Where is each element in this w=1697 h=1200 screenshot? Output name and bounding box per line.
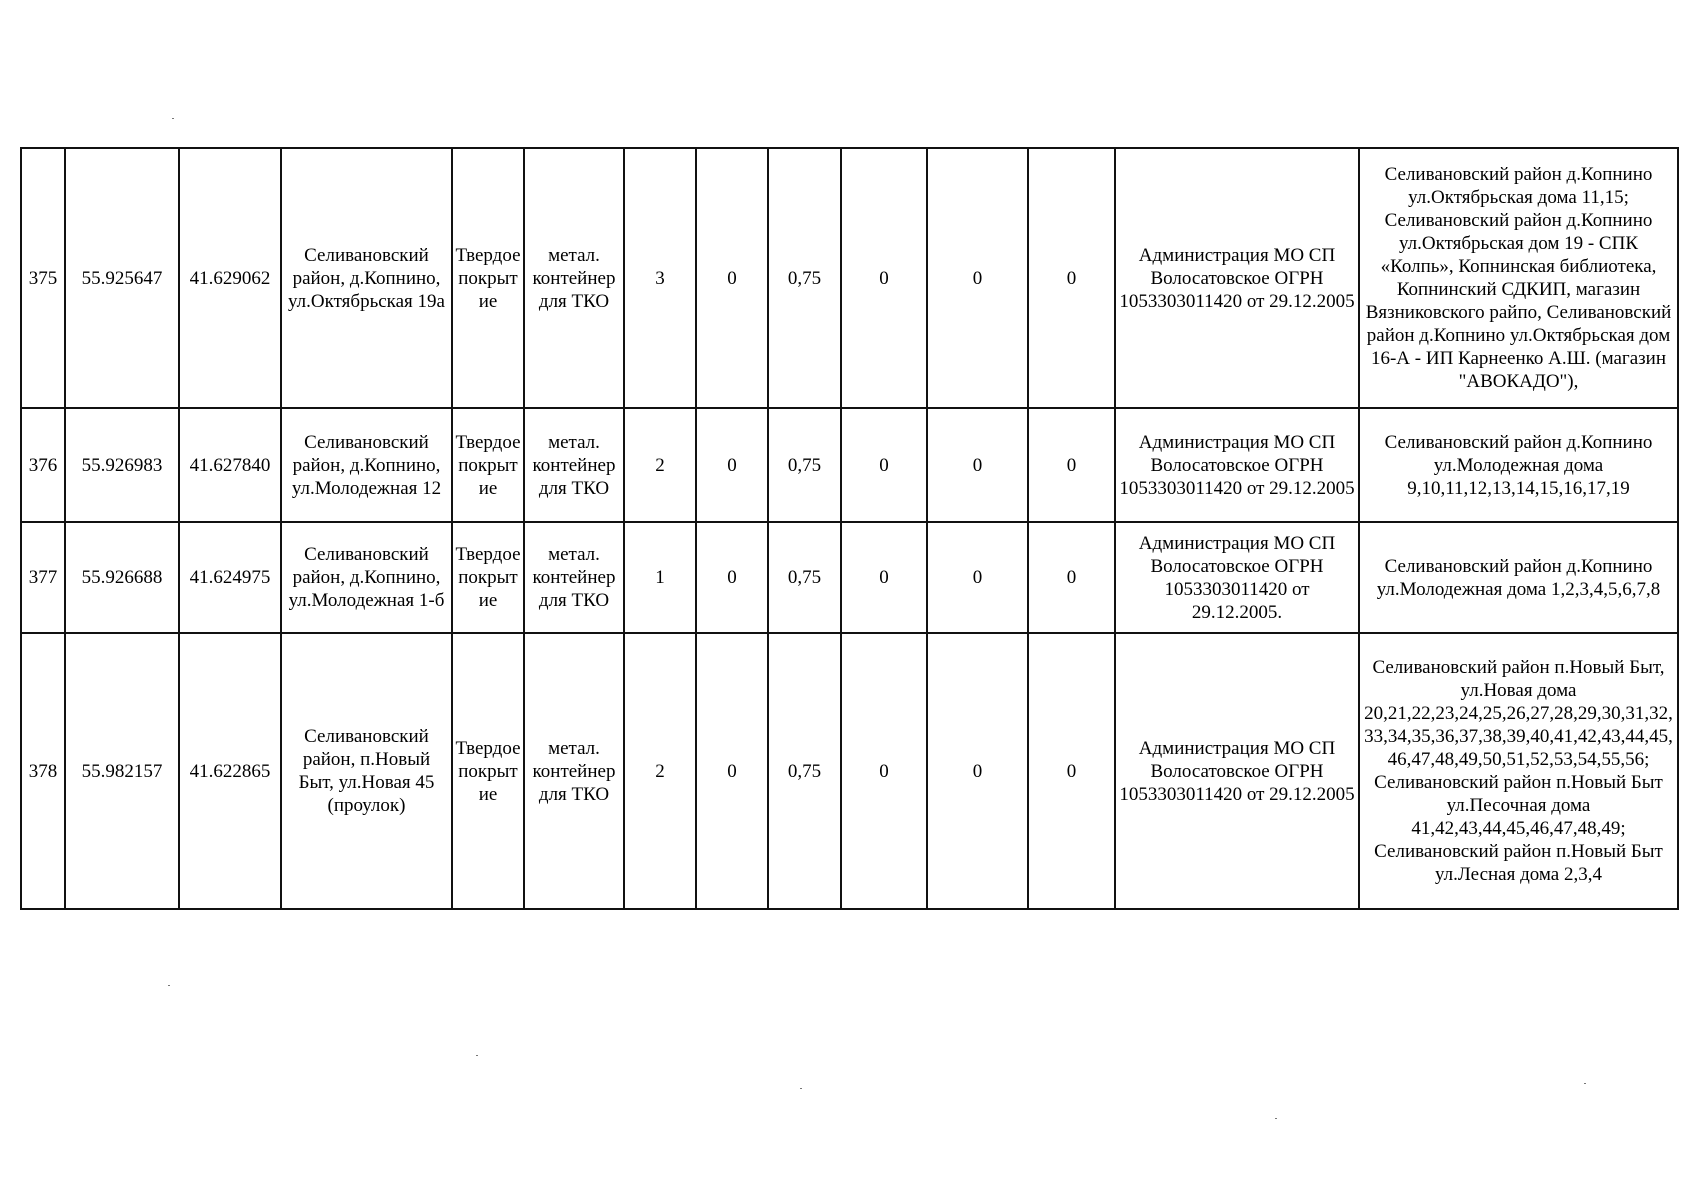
- coverage-cell: Твердое покрытие: [452, 633, 524, 909]
- scan-speck: [1275, 1118, 1277, 1119]
- served-objects-cell: Селивановский район д.Копнино ул.Молодежная дома 1,2,3,4,5,6,7,8: [1359, 522, 1678, 633]
- served-objects-cell: Селивановский район д.Копнино ул.Октябрьская дома 11,15; Селивановский район д.Копнино ул.Октябрьская дом 19 - СПК «Колпь», Копнинская библиотека, Копнинский СДКИП, магазин Вязниковского райпо, Селивановский район д.Копнино ул.Октябрьская дом 16-А - ИП Карнеенко А.Ш. (магазин "АВОКАДО"),: [1359, 148, 1678, 408]
- scan-speck: [800, 1088, 802, 1089]
- value-cell: 0: [1028, 408, 1115, 522]
- value-cell: 0: [927, 522, 1028, 633]
- value-cell: 0: [696, 148, 768, 408]
- value-cell: 0: [841, 522, 927, 633]
- value-cell: 0: [696, 408, 768, 522]
- address-cell: Селивановский район, д.Копнино, ул.Молодежная 12: [281, 408, 452, 522]
- table-row: [21, 633, 1678, 909]
- longitude-cell: 41.627840: [179, 408, 281, 522]
- container-type-cell: метал. контейнер для ТКО: [524, 148, 624, 408]
- waste-sites-table: [20, 147, 1679, 910]
- value-cell: 0: [927, 408, 1028, 522]
- row-number-cell: 375: [21, 148, 65, 408]
- coverage-cell: Твердое покрытие: [452, 522, 524, 633]
- owner-cell: Администрация МО СП Волосатовское ОГРН 1053303011420 от 29.12.2005: [1115, 633, 1359, 909]
- table-body: [21, 148, 1678, 909]
- address-cell: Селивановский район, п.Новый Быт, ул.Новая 45 (проулок): [281, 633, 452, 909]
- owner-cell: Администрация МО СП Волосатовское ОГРН 1053303011420 от 29.12.2005.: [1115, 522, 1359, 633]
- address-cell: Селивановский район, д.Копнино, ул.Молодежная 1-б: [281, 522, 452, 633]
- volume-cell: 0,75: [768, 148, 841, 408]
- served-objects-cell: Селивановский район п.Новый Быт, ул.Новая дома 20,21,22,23,24,25,26,27,28,29,30,31,32,33,34,35,36,37,38,39,40,41,42,43,44,45,46,47,48,49,50,51,52,53,54,55,56; Селивановский район п.Новый Быт ул.Песочная дома 41,42,43,44,45,46,47,48,49; Селивановский район п.Новый Быт ул.Лесная дома 2,3,4: [1359, 633, 1678, 909]
- registry-sheet: [20, 147, 1677, 910]
- container-type-cell: метал. контейнер для ТКО: [524, 522, 624, 633]
- value-cell: 0: [1028, 148, 1115, 408]
- row-number-cell: 378: [21, 633, 65, 909]
- value-cell: 0: [927, 148, 1028, 408]
- volume-cell: 0,75: [768, 408, 841, 522]
- owner-cell: Администрация МО СП Волосатовское ОГРН 1053303011420 от 29.12.2005: [1115, 148, 1359, 408]
- owner-cell: Администрация МО СП Волосатовское ОГРН 1053303011420 от 29.12.2005: [1115, 408, 1359, 522]
- scan-speck: [172, 118, 174, 119]
- row-number-cell: 377: [21, 522, 65, 633]
- table-row: [21, 522, 1678, 633]
- served-objects-cell: Селивановский район д.Копнино ул.Молодежная дома 9,10,11,12,13,14,15,16,17,19: [1359, 408, 1678, 522]
- table-row: [21, 408, 1678, 522]
- container-count-cell: 3: [624, 148, 696, 408]
- scan-speck: [476, 1055, 478, 1056]
- longitude-cell: 41.629062: [179, 148, 281, 408]
- table-row: [21, 148, 1678, 408]
- value-cell: 0: [841, 633, 927, 909]
- longitude-cell: 41.622865: [179, 633, 281, 909]
- coverage-cell: Твердое покрытие: [452, 408, 524, 522]
- value-cell: 0: [841, 408, 927, 522]
- latitude-cell: 55.982157: [65, 633, 179, 909]
- latitude-cell: 55.925647: [65, 148, 179, 408]
- volume-cell: 0,75: [768, 633, 841, 909]
- address-cell: Селивановский район, д.Копнино, ул.Октябрьская 19а: [281, 148, 452, 408]
- value-cell: 0: [696, 633, 768, 909]
- coverage-cell: Твердое покрытие: [452, 148, 524, 408]
- value-cell: 0: [1028, 522, 1115, 633]
- value-cell: 0: [696, 522, 768, 633]
- container-type-cell: метал. контейнер для ТКО: [524, 408, 624, 522]
- row-number-cell: 376: [21, 408, 65, 522]
- latitude-cell: 55.926983: [65, 408, 179, 522]
- latitude-cell: 55.926688: [65, 522, 179, 633]
- longitude-cell: 41.624975: [179, 522, 281, 633]
- container-count-cell: 1: [624, 522, 696, 633]
- scan-speck: [168, 985, 170, 986]
- volume-cell: 0,75: [768, 522, 841, 633]
- container-type-cell: метал. контейнер для ТКО: [524, 633, 624, 909]
- container-count-cell: 2: [624, 408, 696, 522]
- value-cell: 0: [1028, 633, 1115, 909]
- value-cell: 0: [927, 633, 1028, 909]
- value-cell: 0: [841, 148, 927, 408]
- container-count-cell: 2: [624, 633, 696, 909]
- scan-speck: [1584, 1083, 1586, 1084]
